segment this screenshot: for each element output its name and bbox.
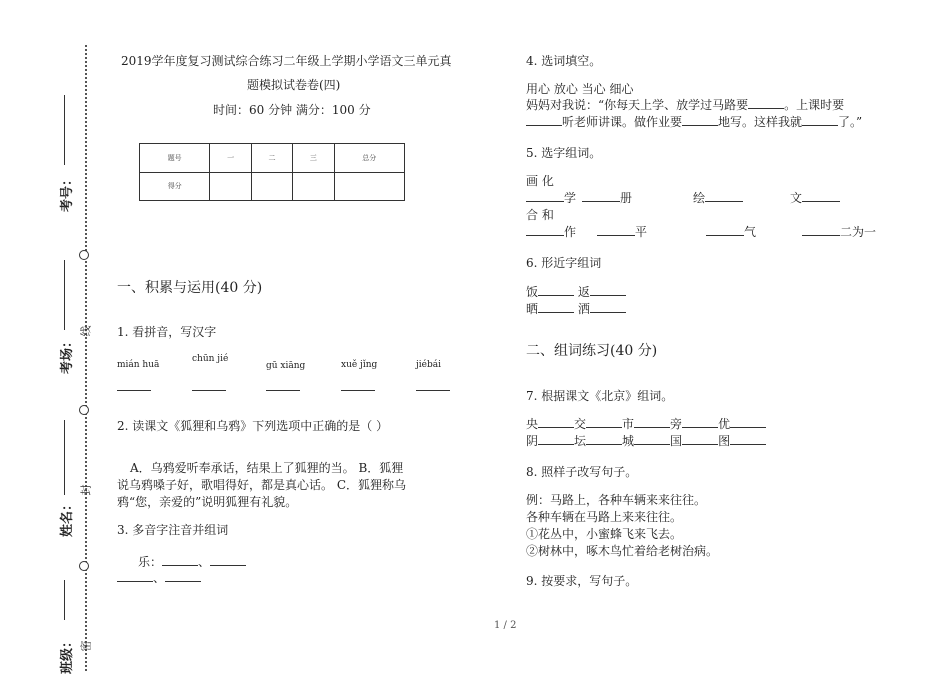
q6-char: 饭 [526,285,539,299]
q2-options-line3: 鸦“您，亲爱的”说明狐狸有礼貌。 [117,495,298,509]
q5-blank[interactable] [582,190,620,202]
score-table [139,143,405,201]
score-cell: 总分 [334,144,404,173]
q4-text: 了。” [838,115,863,129]
q5-blank[interactable] [802,190,840,202]
q4-choices: 用心 放心 当心 细心 [526,82,634,96]
q7-row2 [526,432,766,449]
q6-char: 洒 [577,302,590,316]
q1-title: 1. 看拼音，写汉字 [117,325,217,339]
q3-title: 3. 多音字注音并组词 [117,523,229,537]
q5-row2 [597,223,647,240]
q7-blank[interactable] [730,416,766,428]
score-cell: 题号 [140,144,210,173]
q7-char: 城 [622,434,635,448]
q5-row2 [706,223,756,240]
pinyin-5: jiébái [416,360,442,370]
q5-row1 [790,189,840,206]
q7-blank[interactable] [682,433,718,445]
q6-char: 返 [577,285,590,299]
kaohao-label: 考号： [60,172,76,213]
q4-text: 妈妈对我说：“你每天上学、放学过马路要 [526,98,749,112]
banji-label: 班级： [60,634,76,674]
q6-row2 [526,300,626,317]
section1-title: 一、积累与运用(40 分) [117,280,263,296]
q4-text: 听老师讲课。做作业要 [562,115,683,129]
q4-text: 地写。这样我就 [718,115,803,129]
score-cell: 得分 [140,172,210,201]
q7-blank[interactable] [586,416,622,428]
binding-circle [79,561,89,571]
q7-blank[interactable] [682,416,718,428]
q5-chars1: 画 化 [526,174,554,188]
q8-example1: 例：马路上，各种车辆来来往往。 [526,493,707,507]
q6-title: 6. 形近字组词 [526,256,602,270]
q6-row1 [526,283,626,300]
q4-blank[interactable] [802,114,838,126]
q6-blank[interactable] [590,284,626,296]
q5-row2 [802,223,876,240]
q4-text: 。上课时要 [784,98,845,112]
margin-feng: 封 [79,484,93,496]
banji-underline [64,580,65,620]
pinyin-answer-blank[interactable] [416,379,450,391]
pinyin-4: xuě jǐng [341,360,378,370]
q4-blank[interactable] [748,97,784,109]
q8-title: 8. 照样子改写句子。 [526,465,638,479]
q6-blank[interactable] [538,301,574,313]
q4-blank[interactable] [682,114,718,126]
q7-blank[interactable] [538,433,574,445]
margin-mi: 密 [79,640,93,652]
q5-char: 平 [635,225,648,239]
q7-char: 坛 [574,434,587,448]
score-table-header-row [140,144,405,173]
q4-blank[interactable] [526,114,562,126]
q5-char: 绘 [693,191,706,205]
q5-blank[interactable] [705,190,743,202]
q5-title: 5. 选字组词。 [526,146,602,160]
paper-title-line1: 2019学年度复习测试综合练习二年级上学期小学语文三单元真 [121,54,452,68]
q7-char: 优 [718,417,731,431]
xingming-label: 姓名： [60,497,76,538]
pinyin-answer-blank[interactable] [341,379,375,391]
q5-chars2: 合 和 [526,208,554,222]
q7-char: 国 [670,434,683,448]
score-input-cell[interactable] [210,172,251,201]
page-number: 1 / 2 [494,620,517,631]
section2-title: 二、组词练习(40 分) [526,343,658,359]
q3-blank[interactable] [162,554,198,566]
q7-char: 旁 [670,417,683,431]
q5-row1 [526,189,576,206]
score-input-cell[interactable] [334,172,404,201]
q3-line1 [138,553,246,570]
kaochang-label: 考场： [60,334,76,375]
q3-blank[interactable] [210,554,246,566]
q7-title: 7. 根据课文《北京》组词。 [526,389,674,403]
q6-blank[interactable] [538,284,574,296]
q7-blank[interactable] [634,433,670,445]
q3-blank[interactable] [117,570,153,582]
score-cell: 三 [293,144,334,173]
score-cell: 二 [251,144,292,173]
q7-char: 图 [718,434,731,448]
q7-blank[interactable] [586,433,622,445]
pinyin-answer-blank[interactable] [192,379,226,391]
q3-blank[interactable] [165,570,201,582]
pinyin-1: mián huā [117,360,160,370]
xingming-underline [64,420,65,495]
binding-dotted-line [85,45,87,671]
q6-blank[interactable] [590,301,626,313]
q8-example2: 各种车辆在马路上来来往往。 [526,510,683,524]
q5-char: 册 [620,191,633,205]
pinyin-answer-blank[interactable] [266,379,300,391]
binding-circle [79,405,89,415]
pinyin-answer-blank[interactable] [117,379,151,391]
score-input-cell[interactable] [293,172,334,201]
q5-char: 文 [790,191,803,205]
q7-char: 央 [526,417,539,431]
score-input-cell[interactable] [251,172,292,201]
q7-char: 市 [622,417,635,431]
q5-blank[interactable] [526,190,564,202]
q7-blank[interactable] [634,416,670,428]
q5-char: 学 [564,191,577,205]
q2-title: 2. 读课文《狐狸和乌鸦》下列选项中正确的是（ ） [117,419,389,433]
q7-blank[interactable] [538,416,574,428]
q3-line2 [117,569,201,586]
q4-sentence-line1 [526,96,844,113]
q5-row1 [693,189,743,206]
q5-blank[interactable] [706,224,744,236]
score-table-score-row [140,172,405,201]
q5-row1 [582,189,632,206]
q3-char: 乐： [138,555,163,569]
q9-title: 9. 按要求，写句子。 [526,574,638,588]
q5-blank[interactable] [802,224,840,236]
q2-options-line1: A．乌鸦爱听奉承话，结果上了狐狸的当。 B．狐狸 [130,461,404,475]
q5-char: 气 [744,225,757,239]
q5-char: 作 [564,225,577,239]
pinyin-3: gū xiāng [266,361,306,371]
q7-blank[interactable] [730,433,766,445]
q7-char: 交 [574,417,587,431]
q7-row1 [526,415,766,432]
score-cell: 一 [210,144,251,173]
binding-circle [79,250,89,260]
time-score: 时间：60 分钟 满分：100 分 [213,103,371,117]
q5-blank[interactable] [526,224,564,236]
q7-char: 阴 [526,434,539,448]
kaohao-underline [64,95,65,165]
q5-row2 [526,223,576,240]
q8-item1: ①花丛中，小蜜蜂飞来飞去。 [526,527,683,541]
q3-sep: 、 [153,571,166,585]
q5-char: 二为一 [840,225,877,239]
q2-options-line2: 说乌鸦嗓子好，歌唱得好，都是真心话。 C．狐狸称乌 [117,478,406,492]
q6-char: 晒 [526,302,539,316]
q4-title: 4. 选词填空。 [526,54,602,68]
margin-xian: 线 [79,325,93,337]
paper-title-line2: 题模拟试卷卷(四) [247,78,341,92]
pinyin-2: chūn jié [192,354,229,364]
q8-item2: ②树林中，啄木鸟忙着给老树治病。 [526,544,719,558]
q4-sentence-line2 [526,113,862,130]
kaochang-underline [64,260,65,330]
q5-blank[interactable] [597,224,635,236]
q3-sep: 、 [198,555,211,569]
